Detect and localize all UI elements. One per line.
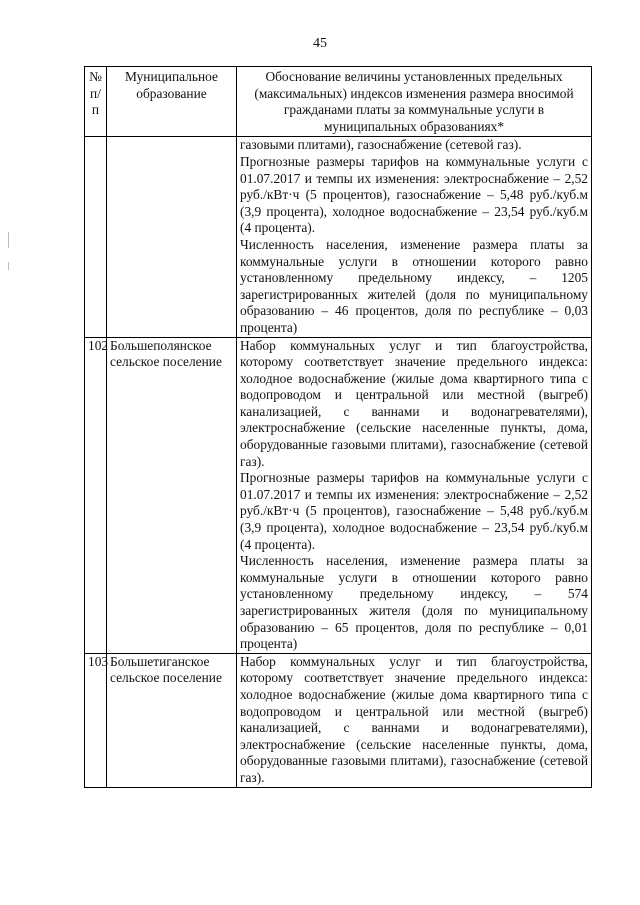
row-justification: [237, 653, 592, 787]
scan-margin-mark: [8, 262, 9, 270]
row-municipality: Большеполянское сельское поселение: [107, 337, 237, 653]
justification-paragraph: Набор коммунальных услуг и тип благоустройства, которому соответствует значение предельного индекса: холодное водоснабжение (жилые дома квартирного типа с водопроводом и центральной или местной (выгреб) канализацией, с ваннами и водонагревателями), электроснабжение (сельские населенные пункты, дома, оборудованные газовыми плитами), газоснабжение (сетевой газ).: [240, 653, 588, 785]
tariff-justification-table: [84, 66, 592, 788]
justification-paragraph: газовыми плитами), газоснабжение (сетевой газ).: [240, 137, 522, 153]
row-justification: [237, 137, 592, 337]
row-municipality: [107, 137, 237, 337]
row-justification: [237, 337, 592, 653]
table-row: [85, 337, 592, 653]
row-municipality: Большетиганское сельское поселение: [107, 653, 237, 787]
header-justification: Обоснование величины установленных предельных (максимальных) индексов изменения размера вносимой гражданами платы за коммунальные услуги в муниципальных образованиях*: [237, 67, 592, 137]
table-row: [85, 653, 592, 787]
scan-margin-mark: [8, 232, 9, 248]
page-number: 45: [313, 36, 327, 51]
header-municipality: Муниципальное образование: [107, 67, 237, 137]
header-num: № п/п: [85, 67, 107, 137]
row-num: 103: [85, 653, 107, 787]
justification-paragraph: Численность населения, изменение размера платы за коммунальные услуги в отношении которого равно установленному предельному индексу, – 1205 зарегистрированных жителей (доля по муниципальному образованию – 46 процентов, доля по республике – 0,03 процента): [240, 236, 588, 335]
table-row: [85, 137, 592, 337]
justification-paragraph: Прогнозные размеры тарифов на коммунальные услуги с 01.07.2017 и темпы их изменения: электроснабжение – 2,52 руб./кВт·ч (5 процентов), газоснабжение – 5,48 руб./куб.м (3,9 процента), холодное водоснабжение – 23,54 руб./куб.м (4 процента).: [240, 153, 588, 236]
justification-paragraph: Прогнозные размеры тарифов на коммунальные услуги с 01.07.2017 и темпы их изменения: электроснабжение – 2,52 руб./кВт·ч (5 процентов), газоснабжение – 5,48 руб./куб.м (3,9 процента), холодное водоснабжение – 23,54 руб./куб.м (4 процента).: [240, 470, 588, 552]
row-num: 102: [85, 337, 107, 653]
row-num: [85, 137, 107, 337]
justification-paragraph: Численность населения, изменение размера платы за коммунальные услуги в отношении которого равно установленному предельному индексу, – 574 зарегистрированных жителя (доля по муниципальному образованию – 65 процентов, доля по республике – 0,01 процента): [240, 553, 588, 652]
table-header-row: [85, 67, 592, 137]
justification-paragraph: Набор коммунальных услуг и тип благоустройства, которому соответствует значение предельного индекса: холодное водоснабжение (жилые дома квартирного типа с водопроводом и центральной или местной (выгреб) канализацией, с ваннами и водонагревателями), электроснабжение (сельские населенные пункты, дома, оборудованные газовыми плитами), газоснабжение (сетевой газ).: [240, 337, 588, 469]
